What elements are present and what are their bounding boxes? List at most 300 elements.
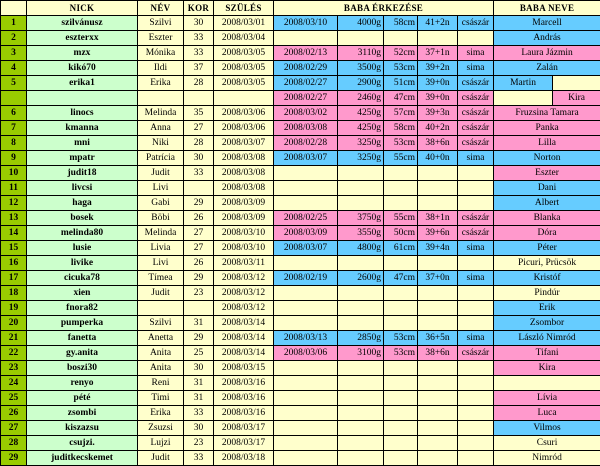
week-cell [418,286,458,301]
due-date-cell: 2008/03/14 [214,331,274,346]
week-cell [418,316,458,331]
arrival-date-cell [274,451,338,466]
length-cell: 47cm [384,91,418,106]
delivery-cell: sima [458,241,494,256]
delivery-cell [458,166,494,181]
age-cell [184,91,214,106]
nick-cell: fnora82 [27,301,138,316]
table-row [1,181,600,196]
length-cell [384,286,418,301]
name-cell: Timi [138,391,184,406]
table-row [1,361,600,376]
row-number: 6 [1,106,27,121]
week-cell: 39+4n [418,241,458,256]
length-cell [384,316,418,331]
age-cell: 28 [184,76,214,91]
baby-name-cell: Pindúr [494,286,600,301]
delivery-cell [458,361,494,376]
weight-cell [338,256,384,271]
table-row [1,136,600,151]
row-number: 2 [1,31,27,46]
row-number: 4 [1,61,27,76]
due-date-cell: 2008/03/11 [214,256,274,271]
weight-cell [338,376,384,391]
delivery-cell [458,316,494,331]
week-cell [418,406,458,421]
baby-name-cell: Péter [494,241,600,256]
length-cell [384,391,418,406]
table-row [1,106,600,121]
nick-cell: gy.anita [27,346,138,361]
week-cell: 37+0n [418,271,458,286]
table-row [1,436,600,451]
row-number: 12 [1,196,27,211]
table-row [1,226,600,241]
week-cell: 38+6n [418,346,458,361]
arrival-date-cell: 2008/02/27 [274,76,338,91]
arrival-date-cell [274,361,338,376]
baby-name-cell: Kristóf [494,271,600,286]
age-cell: 23 [184,436,214,451]
due-date-cell: 2008/03/05 [214,61,274,76]
delivery-cell [458,421,494,436]
baby-name-cell [494,91,553,106]
length-cell: 58cm [384,121,418,136]
length-cell: 57cm [384,106,418,121]
baby-name-cell: László Nimród [494,331,600,346]
age-cell: 29 [184,331,214,346]
weight-cell: 2850g [338,331,384,346]
length-cell [384,196,418,211]
length-cell [384,166,418,181]
weight-cell: 2600g [338,271,384,286]
table-row [1,316,600,331]
name-cell: Tímea [138,271,184,286]
arrival-date-cell: 2008/02/25 [274,211,338,226]
age-cell: 35 [184,106,214,121]
nick-cell: renyo [27,376,138,391]
nick-cell: mzx [27,46,138,61]
header-baby-name: BABA NEVE [494,1,600,16]
row-number: 22 [1,346,27,361]
weight-cell [338,391,384,406]
name-cell [138,301,184,316]
header-name: NÉV [138,1,184,16]
length-cell: 53cm [384,136,418,151]
weight-cell [338,421,384,436]
row-number: 9 [1,151,27,166]
arrival-date-cell [274,166,338,181]
row-number: 13 [1,211,27,226]
age-cell: 31 [184,376,214,391]
due-date-cell: 2008/03/18 [214,451,274,466]
name-cell: Anita [138,361,184,376]
due-date-cell: 2008/03/16 [214,376,274,391]
age-cell: 30 [184,361,214,376]
age-cell: 30 [184,16,214,31]
arrival-date-cell: 2008/03/13 [274,331,338,346]
week-cell [418,166,458,181]
delivery-cell: császár [458,91,494,106]
due-date-cell: 2008/03/04 [214,31,274,46]
delivery-cell [458,301,494,316]
header-age: KOR [184,1,214,16]
age-cell: 31 [184,316,214,331]
nick-cell: linocs [27,106,138,121]
name-cell: Niki [138,136,184,151]
row-number: 15 [1,241,27,256]
nick-cell: mni [27,136,138,151]
baby-name-cell: Zsombor [494,316,600,331]
length-cell: 53cm [384,61,418,76]
nick-cell: xien [27,286,138,301]
due-date-cell: 2008/03/10 [214,226,274,241]
header-born: SZÜLÉS [214,1,274,16]
nick-cell: zsombi [27,406,138,421]
table-row [1,121,600,136]
due-date-cell: 2008/03/05 [214,76,274,91]
name-cell: Erika [138,406,184,421]
row-number: 3 [1,46,27,61]
weight-cell: 3250g [338,136,384,151]
due-date-cell: 2008/03/14 [214,346,274,361]
baby-name-cell [494,376,600,391]
age-cell: 27 [184,226,214,241]
age-cell: 37 [184,61,214,76]
name-cell: Livi [138,256,184,271]
due-date-cell: 2008/03/05 [214,46,274,61]
weight-cell: 2460g [338,91,384,106]
baby-name-cell: Csuri [494,436,600,451]
nick-cell: kiszazsu [27,421,138,436]
table-row [1,166,600,181]
arrival-date-cell: 2008/02/19 [274,271,338,286]
age-cell: 33 [184,46,214,61]
header-num [1,1,27,16]
arrival-date-cell [274,256,338,271]
baby-name-cell: Blanka [494,211,600,226]
baby-name-cell: Lívia [494,391,600,406]
weight-cell: 3250g [338,151,384,166]
table-row [1,331,600,346]
weight-cell [338,361,384,376]
delivery-cell [458,376,494,391]
row-number: 27 [1,421,27,436]
name-cell: Ildi [138,61,184,76]
table-row [1,286,600,301]
table-row [1,196,600,211]
row-number: 19 [1,301,27,316]
delivery-cell: császár [458,226,494,241]
baby-name-cell: Zalán [494,61,600,76]
baby-name-cell: Albert [494,196,600,211]
header-row [1,1,600,16]
weight-cell: 2900g [338,76,384,91]
name-cell: Judit [138,451,184,466]
baby-name-cell: Lilla [494,136,600,151]
name-cell: Livia [138,241,184,256]
weight-cell [338,316,384,331]
week-cell [418,421,458,436]
week-cell [418,256,458,271]
age-cell: 33 [184,451,214,466]
length-cell [384,181,418,196]
due-date-cell: 2008/03/14 [214,316,274,331]
name-cell: Anetta [138,331,184,346]
length-cell [384,301,418,316]
row-number: 29 [1,451,27,466]
arrival-date-cell [274,301,338,316]
baby-name-cell: Tifani [494,346,600,361]
age-cell: 26 [184,211,214,226]
row-number [1,91,27,106]
age-cell: 30 [184,421,214,436]
age-cell: 33 [184,166,214,181]
weight-cell [338,406,384,421]
due-date-cell: 2008/03/17 [214,421,274,436]
baby-name-cell-2: Kira [553,91,600,106]
delivery-cell [458,436,494,451]
week-cell [418,31,458,46]
table-row [1,241,600,256]
row-number: 23 [1,361,27,376]
baby-name-cell: Martin [494,76,553,91]
baby-name-cell: Laura Jázmin [494,46,600,61]
length-cell [384,451,418,466]
nick-cell: lusie [27,241,138,256]
name-cell: Szilvi [138,16,184,31]
age-cell: 29 [184,196,214,211]
row-number: 1 [1,16,27,31]
row-number: 14 [1,226,27,241]
week-cell: 39+3n [418,106,458,121]
arrival-date-cell [274,196,338,211]
length-cell: 50cm [384,226,418,241]
table-row [1,61,600,76]
age-cell: 23 [184,286,214,301]
nick-cell: pumperka [27,316,138,331]
due-date-cell: 2008/03/08 [214,166,274,181]
arrival-date-cell: 2008/02/13 [274,46,338,61]
due-date-cell: 2008/03/09 [214,211,274,226]
delivery-cell [458,451,494,466]
nick-cell: juditkecskemet [27,451,138,466]
due-date-cell: 2008/03/12 [214,286,274,301]
arrival-date-cell: 2008/03/06 [274,346,338,361]
arrival-date-cell: 2008/03/09 [274,226,338,241]
age-cell: 28 [184,136,214,151]
table-row [1,16,600,31]
length-cell [384,31,418,46]
week-cell: 39+0n [418,91,458,106]
weight-cell: 4000g [338,16,384,31]
due-date-cell: 2008/03/17 [214,436,274,451]
delivery-cell: császár [458,106,494,121]
baby-name-cell: Dani [494,181,600,196]
weight-cell [338,166,384,181]
name-cell: Szilvi [138,316,184,331]
nick-cell: pété [27,391,138,406]
length-cell: 47cm [384,271,418,286]
row-number: 5 [1,76,27,91]
length-cell: 61cm [384,241,418,256]
weight-cell: 3550g [338,226,384,241]
length-cell [384,406,418,421]
delivery-cell: sima [458,46,494,61]
due-date-cell: 2008/03/10 [214,241,274,256]
delivery-cell [458,286,494,301]
name-cell [138,91,184,106]
arrival-date-cell [274,376,338,391]
table-body [1,16,600,466]
week-cell [418,181,458,196]
table-row [1,211,600,226]
week-cell: 40+0n [418,151,458,166]
baby-name-cell: Dóra [494,226,600,241]
due-date-cell: 2008/03/06 [214,106,274,121]
age-cell: 25 [184,346,214,361]
row-number: 26 [1,406,27,421]
arrival-date-cell [274,316,338,331]
length-cell: 52cm [384,46,418,61]
table-row [1,91,600,106]
nick-cell: cicuka78 [27,271,138,286]
table-row [1,271,600,286]
delivery-cell: császár [458,76,494,91]
weight-cell: 3500g [338,61,384,76]
weight-cell: 4250g [338,106,384,121]
nick-cell: boszi30 [27,361,138,376]
age-cell: 33 [184,31,214,46]
arrival-date-cell [274,421,338,436]
nick-cell: melinda80 [27,226,138,241]
due-date-cell: 2008/03/06 [214,121,274,136]
row-number: 16 [1,256,27,271]
length-cell [384,376,418,391]
row-number: 8 [1,136,27,151]
name-cell: Patrícia [138,151,184,166]
table-row [1,76,600,91]
row-number: 10 [1,166,27,181]
baby-name-cell: Erik [494,301,600,316]
length-cell [384,421,418,436]
arrival-date-cell: 2008/03/08 [274,121,338,136]
name-cell: Lujzi [138,436,184,451]
baby-name-cell-2 [553,76,600,91]
arrival-date-cell: 2008/03/10 [274,16,338,31]
name-cell: Zsuzsi [138,421,184,436]
age-cell: 29 [184,271,214,286]
length-cell [384,436,418,451]
nick-cell: eszterxx [27,31,138,46]
delivery-cell: sima [458,331,494,346]
row-number: 28 [1,436,27,451]
nick-cell: livcsi [27,181,138,196]
age-cell: 31 [184,391,214,406]
baby-name-cell: Vilmos [494,421,600,436]
arrival-date-cell: 2008/03/02 [274,106,338,121]
delivery-cell: császár [458,16,494,31]
arrival-date-cell: 2008/02/28 [274,136,338,151]
delivery-cell: sima [458,271,494,286]
baby-name-cell: Nimród [494,451,600,466]
baby-name-cell: Picuri, Prücsök [494,256,600,271]
week-cell: 39+0n [418,76,458,91]
baby-name-cell: Kira [494,361,600,376]
delivery-cell: sima [458,151,494,166]
length-cell: 51cm [384,76,418,91]
baby-name-cell: András [494,31,600,46]
table-row [1,421,600,436]
arrival-date-cell [274,286,338,301]
weight-cell [338,286,384,301]
due-date-cell [214,91,274,106]
table-row [1,46,600,61]
weight-cell [338,181,384,196]
row-number: 21 [1,331,27,346]
arrival-date-cell: 2008/02/29 [274,61,338,76]
name-cell: Erika [138,76,184,91]
age-cell [184,181,214,196]
delivery-cell: császár [458,136,494,151]
length-cell: 55cm [384,211,418,226]
week-cell: 38+1n [418,211,458,226]
delivery-cell [458,181,494,196]
row-number: 24 [1,376,27,391]
name-cell: Anna [138,121,184,136]
arrival-date-cell [274,391,338,406]
age-cell: 30 [184,151,214,166]
weight-cell: 4800g [338,241,384,256]
name-cell: Böbi [138,211,184,226]
age-cell: 27 [184,121,214,136]
row-number: 20 [1,316,27,331]
nick-cell: livike [27,256,138,271]
name-cell: Anita [138,346,184,361]
name-cell: Judit [138,166,184,181]
baby-name-cell: Norton [494,151,600,166]
age-cell: 33 [184,406,214,421]
table-row [1,31,600,46]
row-number: 18 [1,286,27,301]
arrival-date-cell: 2008/03/07 [274,241,338,256]
delivery-cell: császár [458,346,494,361]
table-row [1,256,600,271]
week-cell [418,196,458,211]
week-cell [418,361,458,376]
week-cell: 41+2n [418,16,458,31]
weight-cell [338,451,384,466]
baby-name-cell: Marcell [494,16,600,31]
due-date-cell: 2008/03/15 [214,361,274,376]
weight-cell: 3100g [338,346,384,361]
weight-cell [338,31,384,46]
table-row [1,391,600,406]
nick-cell: bosek [27,211,138,226]
due-date-cell: 2008/03/08 [214,151,274,166]
due-date-cell: 2008/03/12 [214,271,274,286]
weight-cell [338,301,384,316]
week-cell [418,391,458,406]
weight-cell: 3750g [338,211,384,226]
delivery-cell [458,391,494,406]
header-nick: NICK [27,1,138,16]
week-cell: 38+6n [418,136,458,151]
due-date-cell: 2008/03/16 [214,391,274,406]
length-cell [384,256,418,271]
name-cell: Livi [138,181,184,196]
nick-cell: kikó70 [27,61,138,76]
